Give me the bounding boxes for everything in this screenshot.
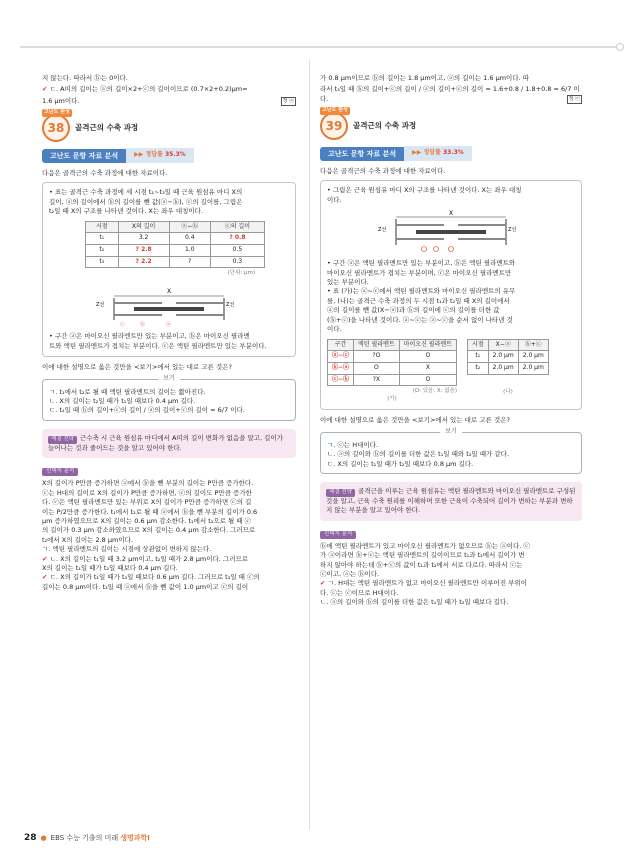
solution-line: X의 길이가 P만큼 증가하면 ⓐ에서 ⓑ을 뺀 부분의 길이는 P만큼 증가한다. [42,479,254,488]
myosin-filament [134,307,204,311]
table-cell: 2.0 μm [518,362,548,374]
table-cell: t₁ [86,233,119,245]
x-label: X [449,210,454,218]
sarcomere-svg [376,209,526,255]
table-cell: 0.3 [210,256,264,268]
accuracy-rate [126,148,194,163]
note-line: ⓐ의 길이를 뺀 값(X−ⓐ)과 ⓑ의 길이에 ⓒ의 길이를 더한 값 [327,306,500,315]
badge-tag: 고난도 완성 [44,109,70,116]
data-box [42,182,296,357]
choice-item: ㄷ. X의 길이는 t₁일 때가 t₂일 때보다 0.8 μm 길다. [327,459,474,468]
solution-line: 다. ⓒ은 액틴 필라멘트만 있는 부위로 X의 길이가 P만큼 증가하면 ⓒ의 길 [42,498,252,507]
actin-filament [114,302,162,304]
left-top-line-3 [42,97,296,106]
note-line: (ⓑ+ⓒ)을 나타낸 것이다. ⓐ~ⓒ는 ⓐ~ⓒ을 순서 없이 나타낸 것 [327,315,513,324]
question-number: 38 [47,120,65,135]
table-legend: (O: 있음, X: 없음) [412,388,457,395]
strategy-box [42,429,296,458]
table-na-wrap [467,335,549,397]
column-divider [309,60,310,830]
solution-line-text: ㄱ. H대는 액틴 필라멘트가 없고 마이오신 필라멘트만 이루어진 부위이 [327,579,528,588]
solution-title: 선택지 분석 [320,531,356,539]
table-cell: 2.0 μm [518,351,548,363]
solution-section [42,466,296,592]
section-marker [449,247,454,252]
table-row [468,351,549,363]
choice-item: ㄱ. t₁에서 t₂로 될 때 액틴 필라멘트의 길이는 짧아진다. [49,387,206,396]
solution-section [320,529,582,608]
choice-item: ㄴ. X의 길이는 t₂일 때가 t₁일 때보다 0.4 μm 길다. [49,397,196,406]
solution-line: ⓒ는 H대의 길이로 X의 길이가 P만큼 증가하면, ⓒ의 길이도 P만큼 증가한 [42,488,252,497]
left-top-line-1: 지 않는다. 따라서 ⓑ는 0이다. [42,74,128,82]
solution-line-text: ㄷ. X의 길이가 t₁일 때가 t₃일 때보다 0.6 μm 길다. 그러므로 t₃일 때 ⓒ의 [49,573,260,582]
solution-line: ✔ ㄴ. X의 길이는 t₁일 때 3.2 μm이고, t₂일 때가 2.8 μm이다. 그러므로 [42,554,249,563]
table-cell: 2.0 μm [488,362,518,374]
table-row [468,362,549,374]
table-cell: ? [169,256,210,268]
solution-line: ⓒ이고, ⓐ는 ⓑ이다. [320,570,380,579]
choices-title: 보기 [158,375,180,384]
table-header: 시점 [86,221,119,233]
right-top-line-2 [320,85,582,104]
table-row [328,362,457,374]
page-number: 28 [24,832,37,843]
z-line-label-right: Z선 [508,227,517,234]
choices-title: 보기 [440,428,462,437]
choices-box [42,374,296,421]
accuracy-prefix: ▶▶ 정답률 [134,151,163,159]
table-row [86,256,265,268]
solution-line-text: ㄴ. X의 길이는 t₁일 때 3.2 μm이고, t₂일 때가 2.8 μm이다. 그러므로 [49,554,249,563]
choice-item: ㄱ. ⓒ는 H대이다. [327,440,379,449]
table-row [86,233,265,245]
left-column [42,74,296,592]
footer-brand: EBS 수능 기출의 미래 [50,834,119,843]
choice-item: ㄷ. t₂일 때 ⓑ의 길이+ⓒ의 길이 / ⓐ의 길이+ⓒ의 길이 = 6/7 이다. [49,406,245,415]
table-cell: 1.0 [169,245,210,257]
accuracy-prefix: ▶▶ 정답률 [412,149,441,157]
solution-line: t₂에서 X의 길이는 2.8 μm이다. [42,535,133,544]
note-line: 를, (나)는 골격근 수축 과정의 두 시점 t₁과 t₂일 때 X의 길이에서 [327,296,510,305]
table-cell: ? 2.8 [118,245,169,257]
table-caption: (나) [503,388,513,395]
solution-line: ⓑ에 액틴 필라멘트가 있고 마이오신 필라멘트가 없으므로 ⓑ는 ⓐ이다. ⓒ [320,541,530,550]
answer-mark: 정 ⓐ [281,97,296,106]
table-cell: 3.2 [118,233,169,245]
note-line: • 구간 ⓐ은 액틴 필라멘트만 있는 부분이고, ⓑ은 액틴 필라멘트와 [327,259,516,268]
header-rule-dot [616,43,624,51]
solution-line: ✔ ㄱ. H대는 액틴 필라멘트가 없고 마이오신 필라멘트만 이루어진 부위이 [320,579,528,588]
sarcomere-diagram [376,209,526,255]
table-header: 마이오신 필라멘트 [399,339,456,351]
actin-filament [458,238,506,240]
data-box [320,180,582,410]
table-cell: O [354,362,400,374]
actin-filament [458,224,506,226]
note-line: • 표 (가)는 ⓐ~ⓒ에서 액틴 필라멘트와 마이오신 필라멘트의 유무 [327,287,516,296]
table-row [328,374,457,386]
table-unit: (단위: μm) [227,270,255,277]
accuracy-rate [404,146,472,161]
table-caption: (가) [387,396,397,403]
sarcomere-svg [94,282,244,328]
right-top-line-1: 가 0.8 μm이므로 ⓑ의 길이는 1.8 μm이고, ⓐ의 길이는 1.6 μm이다. 따 [320,74,530,82]
table-cell: X [399,362,456,374]
solution-line: μm 증가하였으므로 X의 길이는 0.6 μm 감소한다. t₁에서 t₂으로 될 때 ⓒ [42,516,252,525]
table-cell: ⓒ−ⓑ [328,374,354,386]
note-line: • 구간 ⓐ은 마이오신 필라멘트만 있는 부분이고, ⓑ은 마이오신 필라멘 [49,332,250,341]
section-marker [422,247,427,252]
ask-text: 이에 대한 설명으로 옳은 것만을 <보기>에서 있는 대로 고른 것은? [42,363,232,372]
solution-line: 의 길이가 0.3 μm 감소하였으므로 X의 길이는 0.4 μm 감소한다. 그러므로 [42,526,256,535]
question-text: 다음은 골격근의 수축 과정에 대한 자료이다. [320,166,446,175]
table-na [467,339,549,375]
left-top-line-2-text: ㄷ. A띠의 길이는 ⓐ의 길이×2+ⓒ의 길이이므로 (0.7×2+0.2)μm= [49,85,248,94]
table-header: ⓒ의 길이 [210,221,264,233]
table-cell: t₃ [86,256,119,268]
accuracy-value: 33.3% [442,149,464,157]
left-top-line-2: ✔ ㄷ. A띠의 길이는 ⓐ의 길이×2+ⓒ의 길이이므로 (0.7×2+0.2)μm= [42,85,248,94]
question-header [42,109,296,142]
left-top-line-3-text: 1.6 μm이다. [42,96,80,105]
question-number-badge [42,109,70,142]
right-column [320,74,582,608]
solution-line: ㄱ. 액틴 필라멘트의 길이는 시점에 상관없이 변하지 않는다. [42,545,212,554]
table-cell: ? 0.8 [210,233,264,245]
z-line-label-right: Z선 [226,302,235,309]
x-label: X [167,288,172,296]
actin-filament [176,302,224,304]
table-cell: O [399,374,456,386]
actin-filament [114,314,162,316]
table-ga-wrap [327,335,457,405]
table-cell: t₂ [468,362,489,374]
question-header [320,107,582,140]
strategy-box [320,482,582,521]
table-ga [327,339,457,387]
answer-mark: 정 ⓔ [567,95,582,104]
solution-line: X의 길이는 t₁일 때가 t₂일 때보다 0.4 μm 길다. [42,564,178,573]
solution-line: ㄴ. ⓐ의 길이와 ⓑ의 길이를 더한 값은 t₁일 때가 t₂일 때보다 길다. [320,598,509,607]
sarcomere-diagram [94,282,244,328]
question-number-badge [320,107,348,140]
table-cell: O [399,351,456,363]
box-line: 길이, ⓐ의 길이에서 ⓑ의 길이를 뺀 값(ⓐ−ⓑ), ⓒ의 길이를, 그림은 [49,197,243,206]
table-cell: ⓐ−ⓒ [328,351,354,363]
table-header: 시점 [468,339,489,351]
table-cell: 2.0 μm [488,351,518,363]
badge-tag: 고난도 완성 [322,107,348,114]
strategy-title: 해결 전략 [48,436,77,444]
table-header: X의 길이 [118,221,169,233]
table-row [328,351,457,363]
solution-title: 선택지 분석 [42,468,78,476]
note-line: 마이오신 필라멘트가 겹치는 부분이며, ⓒ은 마이오신 필라멘트만 [327,268,512,277]
solution-line: ✔ ㄷ. X의 길이가 t₁일 때가 t₃일 때보다 0.6 μm 길다. 그러므로 t₃일 때 ⓒ의 [42,573,260,582]
table-cell: 0.4 [169,233,210,245]
solution-line: 다. ⓒ는 ⓒ이므로 H대이다. [320,588,399,597]
question-title: 골격근의 수축 과정 [353,120,417,130]
data-table [85,221,265,269]
actin-filament [176,314,224,316]
table-header: 구간 [328,339,354,351]
choices-box [320,427,582,474]
header-rule [20,46,620,48]
strategy-title: 해결 전략 [326,489,355,497]
box-line: • 그림은 근육 원섬유 마디 X의 구조를 나타낸 것이다. X는 좌우 대칭 [327,186,522,195]
z-line-label-left: Z선 [96,302,105,309]
table-header: X−ⓐ [488,339,518,351]
box-line: 이다. [327,195,342,204]
actin-filament [396,224,444,226]
footer-dot-icon: ● [40,834,47,843]
note-line: 있는 부분이다. [327,278,369,287]
table-cell: t₂ [86,245,119,257]
label-b: ⓑ [140,322,146,329]
tables-row [327,335,575,405]
analysis-label: 고난도 문항 자료 분석 [42,149,126,163]
table-row [86,245,265,257]
label-c: ⓒ [120,322,126,329]
table-header: ⓑ+ⓒ [518,339,548,351]
myosin-filament [416,230,486,234]
table-cell: t₁ [468,351,489,363]
solution-line: 이는 P/2만큼 증가한다. t₁에서 t₂로 될 때 ⓐ에서 ⓑ을 뺀 부분의 길이가 0.6 [42,507,258,516]
footer-brand-accent: 생명과학Ⅰ [120,834,150,843]
question-text: 다음은 골격근의 수축 과정에 대한 자료이다. [42,168,168,177]
label-a: ⓐ [166,322,172,329]
note-line: 이다. [327,325,342,334]
actin-filament [396,238,444,240]
table-cell: ?X [354,374,400,386]
strategy-text: 골격근을 이루는 근육 원섬유는 액틴 필라멘트와 마이오신 필라멘트로 구성된 것을 알고, 근육 수축 원리를 이해하며 또한 근육이 수축되어 길이가 변하는 부분과 변하지 않는 부분을 알고 있어야 한다. [326,486,576,515]
analysis-bar [42,148,296,163]
right-top-line-2-text: 라서 t₃일 때 ⓑ의 길이+ⓒ의 길이 / ⓐ의 길이+ⓒ의 길이 = 1.6+0.8 / 1.8+0.8 = 6/7 이다. [320,85,580,103]
note-line: 트와 액틴 필라멘트가 겹치는 부분이다. ⓒ은 액틴 필라멘트만 있는 부분이다. [49,341,267,350]
solution-line: 길이는 0.8 μm이다. t₃일 때 ⓐ에서 ⓑ을 뺀 값이 1.0 μm이고 ⓒ의 길이 [42,582,249,591]
ask-text: 이에 대한 설명으로 옳은 것만을 <보기>에서 있는 대로 고른 것은? [320,416,510,425]
choice-item: ㄴ. ⓐ의 길이와 ⓑ의 길이를 더한 값은 t₁일 때와 t₂일 때가 같다. [327,450,510,459]
solution-line: 가 ⓐ이라면 ⓑ+ⓒ는 액틴 필라멘트의 길이이므로 t₁과 t₂에서 길이가 변 [320,551,525,560]
accuracy-value: 35.3% [164,151,186,159]
strategy-text: 근수축 시 근육 원섬유 마디에서 A띠의 길이 변화가 없음을 알고, 길이가 늘어나는 것과 줄어드는 것을 알고 있어야 한다. [48,433,284,452]
analysis-label: 고난도 문항 자료 분석 [320,147,404,161]
box-line: t₂일 때 X의 구조를 나타낸 것이다. X는 좌우 대칭이다. [49,207,204,216]
table-cell: ? 2.2 [118,256,169,268]
solution-line: 하지 않아야 하는데 ⓑ+ⓒ의 값이 t₁과 t₂에서 서로 다르다. 따라서 ⓒ는 [320,560,523,569]
page-footer [24,832,150,845]
question-number: 39 [325,118,343,133]
table-cell: ⓑ−ⓐ [328,362,354,374]
box-line: • 표는 골격근 수축 과정에 세 시점 t₁~t₃일 때 근육 원섬유 마디 X의 [49,188,243,197]
table-header: ⓐ−ⓑ [169,221,210,233]
z-line-label-left: Z선 [378,227,387,234]
analysis-bar [320,146,582,161]
table-cell: 0.5 [210,245,264,257]
question-title: 골격근의 수축 과정 [75,122,139,132]
table-cell: ?O [354,351,400,363]
section-marker [434,247,439,252]
table-header: 액틴 필라멘트 [354,339,400,351]
